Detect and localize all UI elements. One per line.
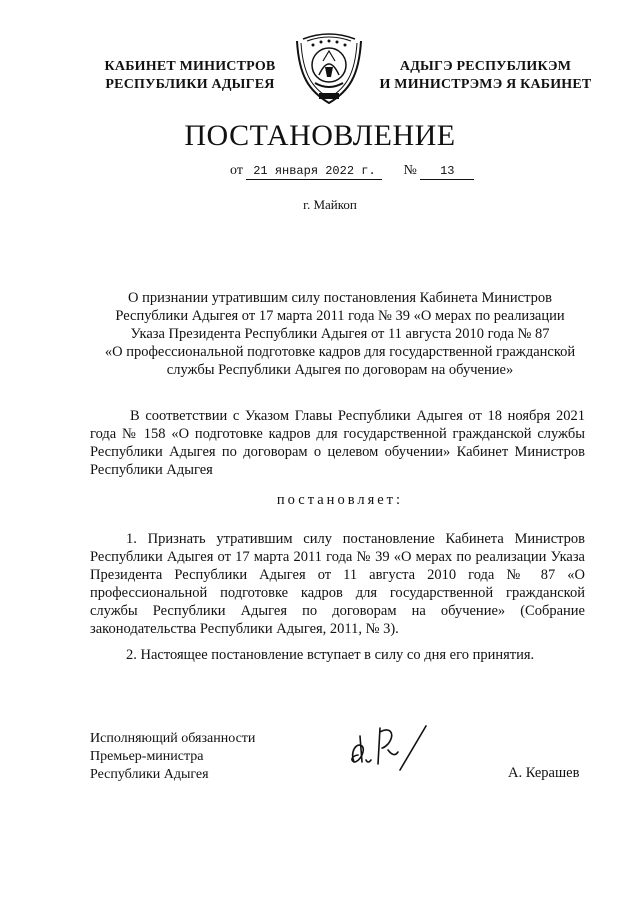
date-value: 21 января 2022 г.: [246, 164, 382, 180]
document-title: ПОСТАНОВЛЕНИЕ: [184, 119, 456, 152]
subject-line-4: «О профессиональной подготовке кадров для государственной гражданской: [104, 344, 576, 360]
signatory-position-line-1: Исполняющий обязанности: [90, 731, 256, 746]
signatory-position: [90, 730, 255, 784]
header-left-line-2: РЕСПУБЛИКИ АДЫГЕЯ: [105, 77, 275, 92]
header-left: [100, 58, 280, 94]
subject-line-5: службы Республики Адыгея по договорам на обучение»: [166, 362, 514, 378]
preamble: В соответствии с Указом Главы Республики Адыгея от 18 ноября 2021 года № 158 «О подготовке кадров для государственной гражданской службы Республики Адыгея по договорам о целевом обучении» Кабинет Министров Республики Адыгея: [90, 408, 585, 478]
decree-word: постановляет:: [276, 492, 404, 508]
number-label: №: [403, 163, 417, 178]
city: г. Майкоп: [303, 197, 357, 212]
paragraph-1: 1. Признать утратившим силу постановление Кабинета Министров Республики Адыгея от 17 марта 2011 года № 39 «О мерах по реализации Указа Президента Республики Адыгея от 11 августа 2010 года № 87 «О профессиональной подготовке кадров для государственной гражданской службы Республики Адыгея по договорам на обучение» (Собрание законодательства Республики Адыгея, 2011, № 3).: [90, 531, 585, 637]
signatory-name: А. Керашев: [508, 765, 580, 781]
subject-line-3: Указа Президента Республики Адыгея от 11 августа 2010 года № 87: [130, 326, 550, 342]
header-right: [378, 58, 593, 94]
signature-icon: [340, 722, 435, 774]
signatory-position-line-3: Республики Адыгея: [90, 767, 209, 782]
header-right-line-1: АДЫГЭ РЕСПУБЛИКЭМ: [399, 59, 572, 74]
subject-line-2: Республики Адыгея от 17 марта 2011 года № 39 «О мерах по реализации: [115, 308, 565, 324]
subject: [85, 289, 595, 379]
coat-of-arms-icon: [289, 31, 369, 109]
number-value: 13: [420, 164, 474, 180]
header-right-line-2: И МИНИСТРЭМЭ Я КАБИНЕТ: [379, 77, 592, 92]
signatory-position-line-2: Премьер-министра: [90, 749, 204, 764]
subject-line-1: О признании утратившим силу постановления Кабинета Министров: [128, 290, 552, 306]
date-from-label: от: [230, 163, 243, 178]
header-left-line-1: КАБИНЕТ МИНИСТРОВ: [104, 59, 276, 74]
date-line: [230, 163, 474, 180]
paragraph-2: 2. Настоящее постановление вступает в силу со дня его принятия.: [126, 647, 535, 663]
